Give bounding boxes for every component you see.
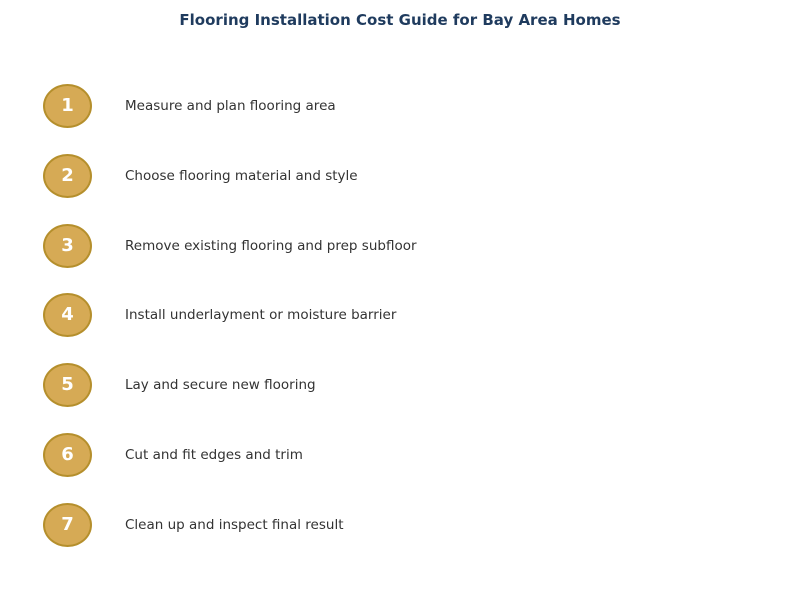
step-item: [0, 154, 800, 198]
step-item: [0, 433, 800, 477]
step-item: [0, 363, 800, 407]
step-item: [0, 293, 800, 337]
step-number-badge: [43, 84, 92, 128]
step-number-badge: [43, 503, 92, 547]
step-number-badge: [43, 293, 92, 337]
step-item: [0, 84, 800, 128]
step-label: Measure and plan flooring area: [125, 98, 336, 114]
step-label: Choose flooring material and style: [125, 168, 358, 184]
step-number: 4: [61, 304, 74, 325]
step-label: Lay and secure new flooring: [125, 377, 316, 393]
diagram-title: Flooring Installation Cost Guide for Bay Area Homes: [179, 11, 621, 29]
step-number-badge: [43, 154, 92, 198]
step-number: 1: [61, 95, 74, 116]
step-label: Remove existing flooring and prep subfloor: [125, 238, 417, 254]
step-number-badge: [43, 224, 92, 268]
step-label: Cut and fit edges and trim: [125, 447, 303, 463]
step-number-badge: [43, 363, 92, 407]
step-item: [0, 224, 800, 268]
step-number: 3: [61, 235, 74, 256]
step-label: Clean up and inspect final result: [125, 517, 344, 533]
step-number: 2: [61, 165, 74, 186]
step-number: 5: [61, 374, 74, 395]
step-number-badge: [43, 433, 92, 477]
step-label: Install underlayment or moisture barrier: [125, 307, 397, 323]
step-number: 7: [61, 514, 74, 535]
step-number: 6: [61, 444, 74, 465]
step-item: [0, 503, 800, 547]
